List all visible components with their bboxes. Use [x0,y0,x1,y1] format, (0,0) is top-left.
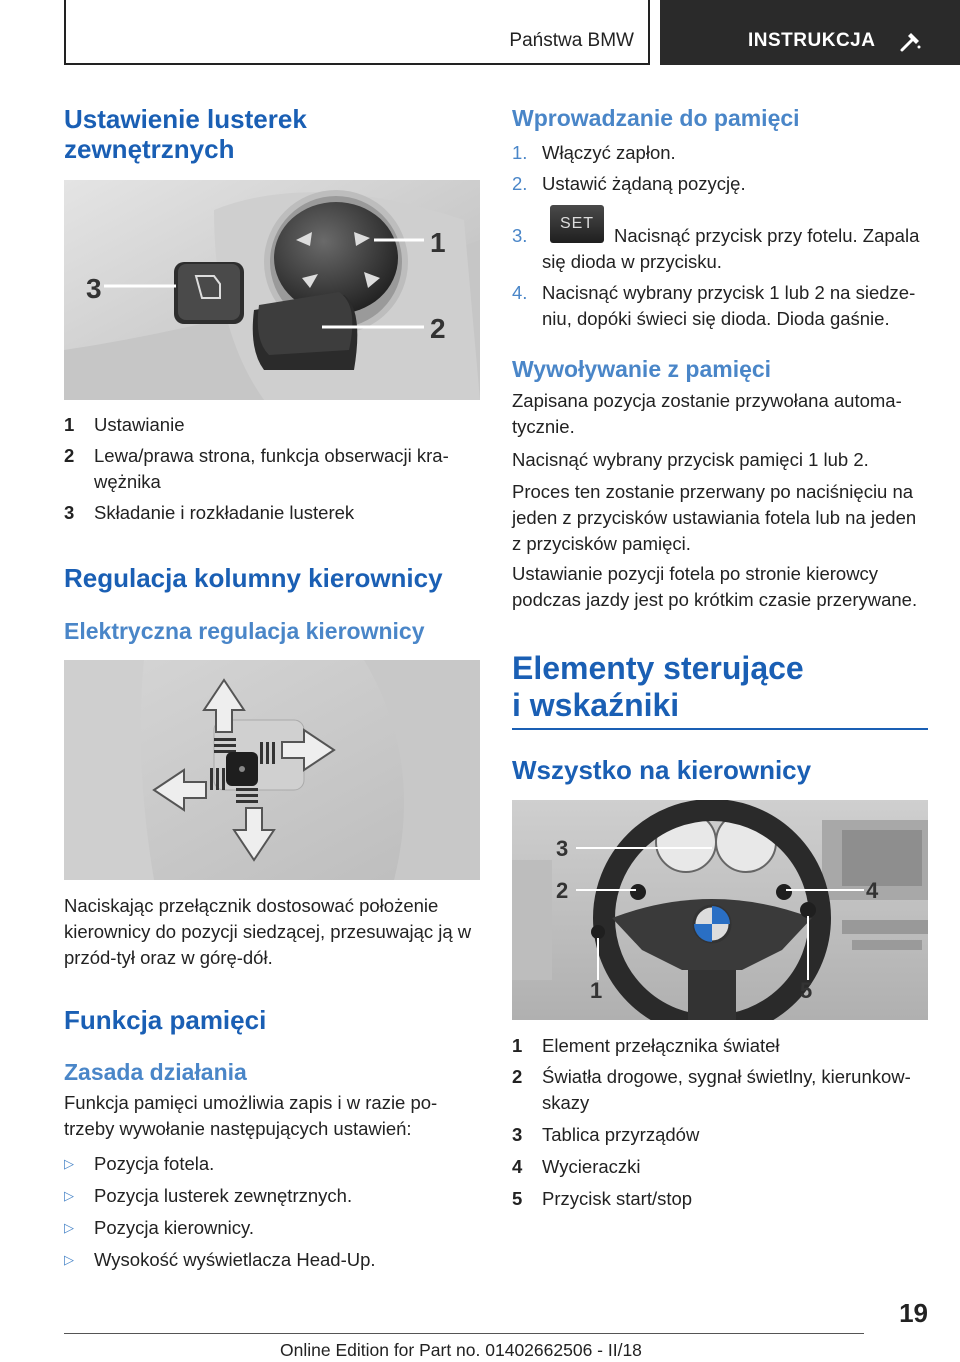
set-key-icon: SET [550,205,604,243]
steering-wheel-image [512,800,928,1020]
recall-title: Wywoływanie z pamięci [512,356,772,382]
store-title: Wprowadzanie do pamięci [512,105,800,131]
steering-subtitle: Elektryczna regulacja kierownicy [64,618,425,644]
header-manual-label: INSTRUKCJA [748,30,876,51]
wheel-callout-5: 5 [800,978,813,1003]
memory-title: Funkcja pamięci [64,1005,267,1035]
memory-subtitle: Zasada działania [64,1059,247,1085]
triangle-icon: ▷ [64,1156,74,1171]
triangle-icon: ▷ [64,1220,74,1235]
header-left-tab [64,0,650,65]
triangle-icon: ▷ [64,1188,74,1203]
mirror-controls-image [64,180,480,400]
footer-edition: Online Edition for Part no. 01402662506 - II/18 [280,1340,642,1360]
recall-para: Proces ten zostanie przerwany po naciśnięciu na jeden z przycisków ustawiania fotela lub na jeden z przycisków pamięci. [512,481,917,554]
controls-title-line1: Elementy sterujące [512,650,804,686]
controls-subtitle: Wszystko na kierownicy [512,755,812,785]
mirror-callout-2: 2 [430,313,446,344]
memory-text: Funkcja pamięci umożliwia zapis i w razie po-trzeby wywołanie następujących ustawień: [64,1092,438,1139]
mirror-title: Ustawienie lusterek zewnętrznych [64,104,307,164]
triangle-icon: ▷ [64,1252,74,1267]
header-right-tab [660,0,960,65]
steering-adjust-image [64,660,480,880]
mirror-callout-3: 3 [86,273,102,304]
page-number: 19 [899,1298,928,1328]
controls-title-line2: i wskaźniki [512,687,680,723]
steering-text: Naciskając przełącznik dostosować położenie kierownicy do pozycji siedzącej, przesuwając ją w przód-tył oraz w górę-dół. [64,895,472,968]
wheel-callout-3: 3 [556,836,569,861]
recall-para: Ustawianie pozycji fotela po stronie kierowcy podczas jazdy jest po krótkim czasie przerywane. [512,563,918,610]
steering-title: Regulacja kolumny kierownicy [64,563,443,593]
recall-para: Nacisnąć wybrany przycisk pamięci 1 lub 2. [512,449,869,470]
wheel-callout-4: 4 [866,878,879,903]
footer-divider [64,1333,864,1334]
section-divider [512,728,928,730]
wheel-callout-2: 2 [556,878,569,903]
header-section-label: Państwa BMW [509,30,634,51]
mirror-callout-1: 1 [430,227,446,258]
wrench-icon [898,28,924,54]
recall-para: Zapisana pozycja zostanie przywołana automa-tycznie. [512,390,902,437]
wheel-callout-1: 1 [590,978,603,1003]
